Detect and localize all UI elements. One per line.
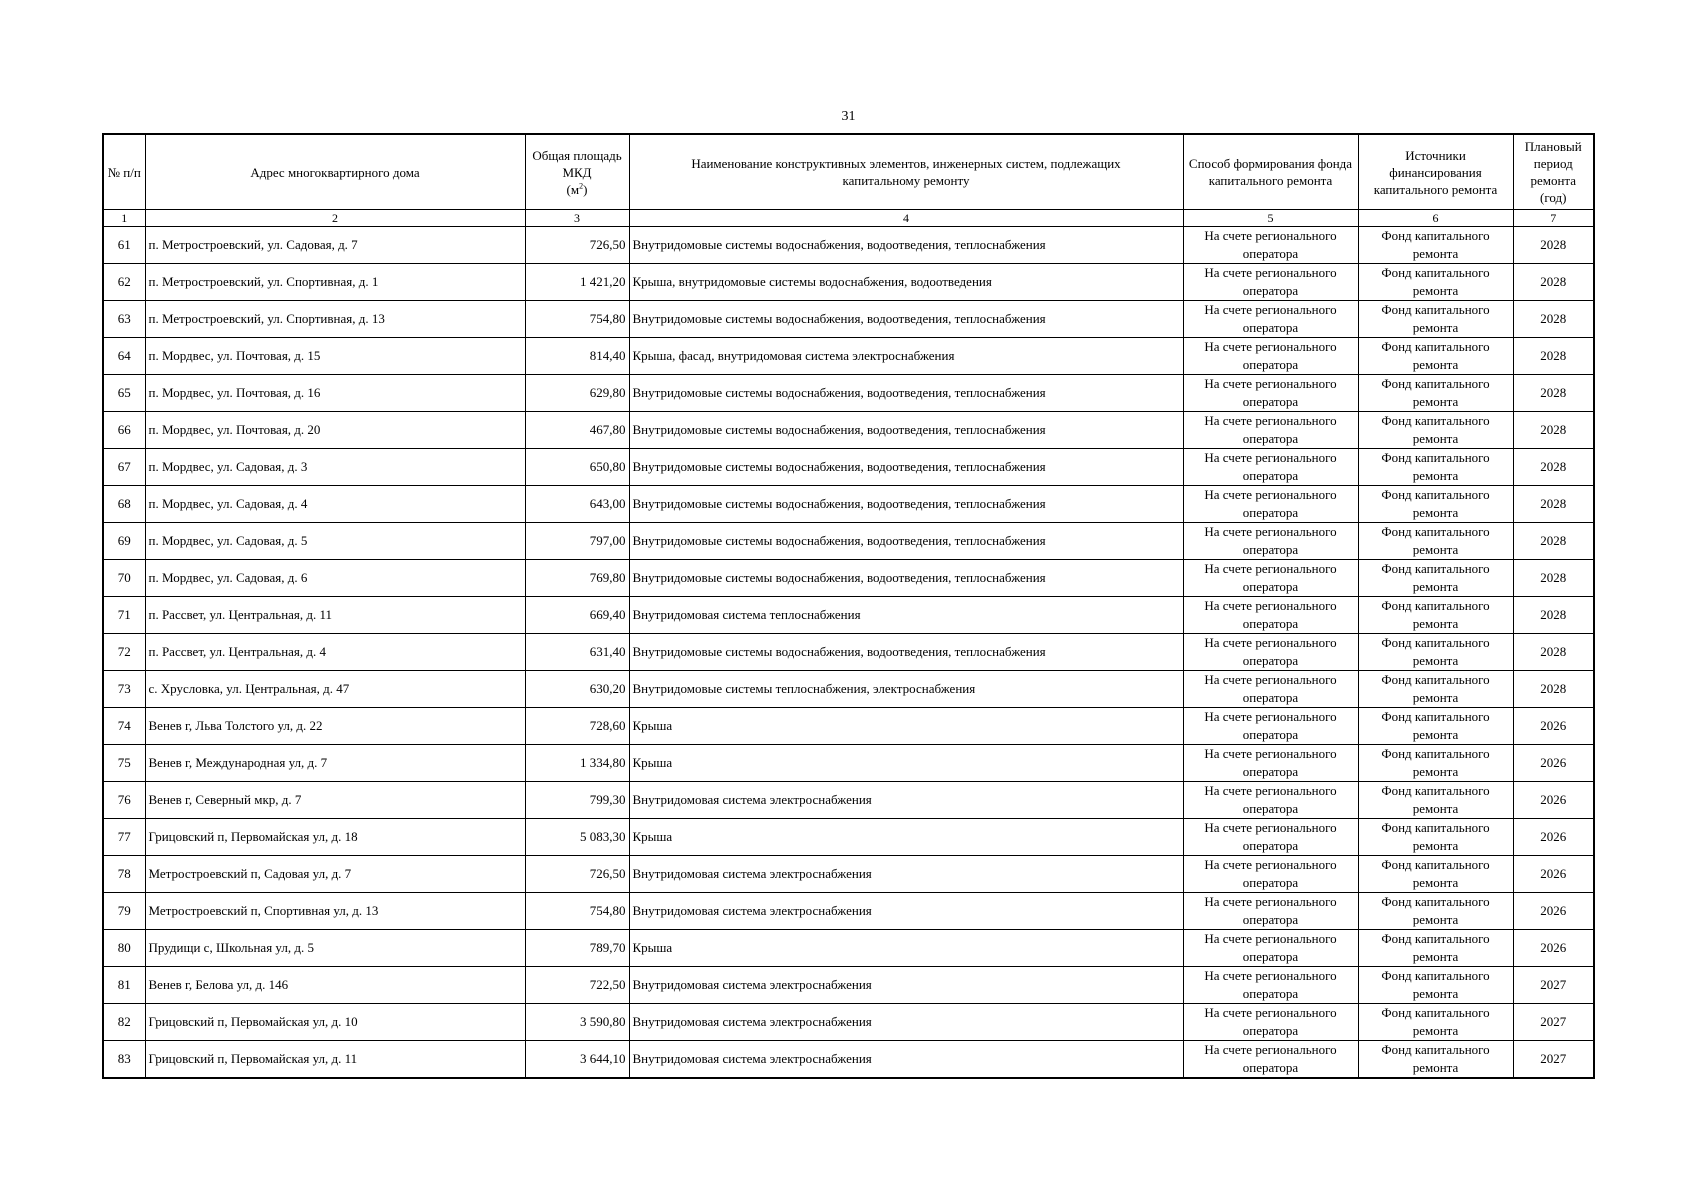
fund-line2: оператора <box>1242 246 1299 261</box>
row-address: п. Рассвет, ул. Центральная, д. 11 <box>145 597 525 634</box>
row-address: Венев г, Международная ул, д. 7 <box>145 745 525 782</box>
row-number: 61 <box>103 227 145 264</box>
row-elements: Крыша <box>629 819 1183 856</box>
row-area: 1 334,80 <box>525 745 629 782</box>
row-elements: Крыша <box>629 745 1183 782</box>
row-number: 81 <box>103 967 145 1004</box>
row-area: 3 590,80 <box>525 1004 629 1041</box>
row-fund-method <box>1183 930 1358 967</box>
source-line2: ремонта <box>1412 468 1459 483</box>
row-number: 64 <box>103 338 145 375</box>
row-number: 78 <box>103 856 145 893</box>
fund-line2: оператора <box>1242 505 1299 520</box>
row-funding-source <box>1358 671 1513 708</box>
column-number: 6 <box>1358 210 1513 227</box>
header-area-label: Общая площадь МКД <box>532 147 622 180</box>
fund-line1: На счете регионального <box>1204 635 1337 650</box>
row-area: 650,80 <box>525 449 629 486</box>
fund-line2: оператора <box>1242 283 1299 298</box>
header-row <box>103 134 1594 210</box>
column-number: 1 <box>103 210 145 227</box>
header-area <box>525 134 629 210</box>
fund-line1: На счете регионального <box>1204 228 1337 243</box>
source-line1: Фонд капитального <box>1381 746 1490 761</box>
row-fund-method <box>1183 523 1358 560</box>
row-elements: Крыша <box>629 708 1183 745</box>
row-address: Метростроевский п, Садовая ул, д. 7 <box>145 856 525 893</box>
row-year: 2028 <box>1513 634 1594 671</box>
table-body <box>103 227 1594 1079</box>
fund-line2: оператора <box>1242 542 1299 557</box>
row-fund-method <box>1183 486 1358 523</box>
source-line2: ремонта <box>1412 283 1459 298</box>
row-year: 2026 <box>1513 930 1594 967</box>
row-year: 2028 <box>1513 264 1594 301</box>
row-number: 74 <box>103 708 145 745</box>
row-fund-method <box>1183 338 1358 375</box>
fund-line2: оператора <box>1242 431 1299 446</box>
fund-line1: На счете регионального <box>1204 783 1337 798</box>
column-number: 3 <box>525 210 629 227</box>
fund-line1: На счете регионального <box>1204 894 1337 909</box>
row-address: Венев г, Льва Толстого ул, д. 22 <box>145 708 525 745</box>
table-row <box>103 264 1594 301</box>
source-line2: ремонта <box>1412 690 1459 705</box>
source-line1: Фонд капитального <box>1381 339 1490 354</box>
row-fund-method <box>1183 449 1358 486</box>
row-elements: Внутридомовые системы водоснабжения, водоотведения, теплоснабжения <box>629 560 1183 597</box>
row-year: 2028 <box>1513 412 1594 449</box>
table-row <box>103 338 1594 375</box>
table-row <box>103 819 1594 856</box>
row-fund-method <box>1183 227 1358 264</box>
source-line1: Фонд капитального <box>1381 561 1490 576</box>
fund-line1: На счете регионального <box>1204 931 1337 946</box>
row-elements: Внутридомовая система электроснабжения <box>629 856 1183 893</box>
row-fund-method <box>1183 597 1358 634</box>
row-fund-method <box>1183 375 1358 412</box>
fund-line2: оператора <box>1242 875 1299 890</box>
row-address: п. Мордвес, ул. Садовая, д. 4 <box>145 486 525 523</box>
row-year: 2028 <box>1513 486 1594 523</box>
capital-repair-table <box>102 133 1595 1079</box>
row-year: 2026 <box>1513 893 1594 930</box>
fund-line1: На счете регионального <box>1204 450 1337 465</box>
row-year: 2026 <box>1513 745 1594 782</box>
row-address: п. Мордвес, ул. Садовая, д. 6 <box>145 560 525 597</box>
fund-line2: оператора <box>1242 357 1299 372</box>
row-year: 2028 <box>1513 597 1594 634</box>
table-row <box>103 1004 1594 1041</box>
row-area: 726,50 <box>525 856 629 893</box>
row-number: 79 <box>103 893 145 930</box>
source-line2: ремонта <box>1412 875 1459 890</box>
fund-line1: На счете регионального <box>1204 672 1337 687</box>
row-area: 726,50 <box>525 227 629 264</box>
table-row <box>103 671 1594 708</box>
row-address: Венев г, Белова ул, д. 146 <box>145 967 525 1004</box>
row-number: 66 <box>103 412 145 449</box>
table-row <box>103 745 1594 782</box>
table-row <box>103 634 1594 671</box>
source-line1: Фонд капитального <box>1381 302 1490 317</box>
row-funding-source <box>1358 1041 1513 1079</box>
source-line2: ремонта <box>1412 986 1459 1001</box>
row-elements: Внутридомовая система теплоснабжения <box>629 597 1183 634</box>
row-funding-source <box>1358 227 1513 264</box>
row-funding-source <box>1358 856 1513 893</box>
row-elements: Внутридомовая система электроснабжения <box>629 1004 1183 1041</box>
row-year: 2026 <box>1513 708 1594 745</box>
row-address: Метростроевский п, Спортивная ул, д. 13 <box>145 893 525 930</box>
source-line1: Фонд капитального <box>1381 931 1490 946</box>
row-year: 2026 <box>1513 819 1594 856</box>
row-number: 67 <box>103 449 145 486</box>
row-funding-source <box>1358 301 1513 338</box>
fund-line1: На счете регионального <box>1204 339 1337 354</box>
source-line2: ремонта <box>1412 653 1459 668</box>
row-address: с. Хрусловка, ул. Центральная, д. 47 <box>145 671 525 708</box>
table-row <box>103 301 1594 338</box>
row-fund-method <box>1183 264 1358 301</box>
source-line1: Фонд капитального <box>1381 1005 1490 1020</box>
column-number: 7 <box>1513 210 1594 227</box>
row-number: 75 <box>103 745 145 782</box>
source-line2: ремонта <box>1412 1060 1459 1075</box>
source-line2: ремонта <box>1412 394 1459 409</box>
table-row <box>103 893 1594 930</box>
row-number: 68 <box>103 486 145 523</box>
fund-line1: На счете регионального <box>1204 1005 1337 1020</box>
row-number: 62 <box>103 264 145 301</box>
row-elements: Внутридомовые системы водоснабжения, водоотведения, теплоснабжения <box>629 634 1183 671</box>
table-row <box>103 856 1594 893</box>
row-elements: Крыша <box>629 930 1183 967</box>
source-line1: Фонд капитального <box>1381 487 1490 502</box>
source-line1: Фонд капитального <box>1381 413 1490 428</box>
source-line2: ремонта <box>1412 505 1459 520</box>
column-number: 4 <box>629 210 1183 227</box>
row-funding-source <box>1358 523 1513 560</box>
row-elements: Крыша, внутридомовые системы водоснабжения, водоотведения <box>629 264 1183 301</box>
source-line2: ремонта <box>1412 912 1459 927</box>
fund-line1: На счете регионального <box>1204 746 1337 761</box>
fund-line2: оператора <box>1242 653 1299 668</box>
row-funding-source <box>1358 1004 1513 1041</box>
row-number: 65 <box>103 375 145 412</box>
row-number: 71 <box>103 597 145 634</box>
row-area: 1 421,20 <box>525 264 629 301</box>
source-line1: Фонд капитального <box>1381 968 1490 983</box>
row-year: 2028 <box>1513 301 1594 338</box>
row-fund-method <box>1183 893 1358 930</box>
fund-line1: На счете регионального <box>1204 968 1337 983</box>
row-elements: Внутридомовые системы водоснабжения, водоотведения, теплоснабжения <box>629 523 1183 560</box>
row-address: п. Метростроевский, ул. Спортивная, д. 13 <box>145 301 525 338</box>
row-address: Грицовский п, Первомайская ул, д. 11 <box>145 1041 525 1079</box>
row-funding-source <box>1358 819 1513 856</box>
row-area: 630,20 <box>525 671 629 708</box>
row-year: 2028 <box>1513 449 1594 486</box>
row-funding-source <box>1358 708 1513 745</box>
row-number: 73 <box>103 671 145 708</box>
row-elements: Внутридомовая система электроснабжения <box>629 1041 1183 1079</box>
source-line1: Фонд капитального <box>1381 1042 1490 1057</box>
row-year: 2027 <box>1513 1004 1594 1041</box>
row-funding-source <box>1358 560 1513 597</box>
fund-line2: оператора <box>1242 468 1299 483</box>
row-elements: Внутридомовые системы водоснабжения, водоотведения, теплоснабжения <box>629 227 1183 264</box>
header-source: Источники финансирования капитального ремонта <box>1358 134 1513 210</box>
row-number: 77 <box>103 819 145 856</box>
row-funding-source <box>1358 967 1513 1004</box>
row-fund-method <box>1183 856 1358 893</box>
row-elements: Внутридомовые системы водоснабжения, водоотведения, теплоснабжения <box>629 375 1183 412</box>
source-line1: Фонд капитального <box>1381 857 1490 872</box>
column-number-row <box>103 210 1594 227</box>
source-line2: ремонта <box>1412 579 1459 594</box>
row-number: 69 <box>103 523 145 560</box>
row-funding-source <box>1358 782 1513 819</box>
header-elements: Наименование конструктивных элементов, инженерных систем, подлежащих капитальному ремонту <box>629 134 1183 210</box>
header-area-unit: $(м^2)$ <box>566 181 588 197</box>
row-area: 769,80 <box>525 560 629 597</box>
fund-line2: оператора <box>1242 579 1299 594</box>
row-funding-source <box>1358 634 1513 671</box>
header-period: Плановый период ремонта (год) <box>1513 134 1594 210</box>
row-elements: Внутридомовая система электроснабжения <box>629 782 1183 819</box>
row-address: п. Мордвес, ул. Садовая, д. 5 <box>145 523 525 560</box>
fund-line1: На счете регионального <box>1204 857 1337 872</box>
source-line1: Фонд капитального <box>1381 635 1490 650</box>
table-row <box>103 523 1594 560</box>
row-area: 669,40 <box>525 597 629 634</box>
fund-line2: оператора <box>1242 801 1299 816</box>
source-line2: ремонта <box>1412 764 1459 779</box>
row-area: 799,30 <box>525 782 629 819</box>
row-funding-source <box>1358 745 1513 782</box>
row-elements: Внутридомовые системы водоснабжения, водоотведения, теплоснабжения <box>629 412 1183 449</box>
row-area: 5 083,30 <box>525 819 629 856</box>
source-line2: ремонта <box>1412 357 1459 372</box>
row-area: 754,80 <box>525 301 629 338</box>
row-number: 70 <box>103 560 145 597</box>
fund-line1: На счете регионального <box>1204 524 1337 539</box>
source-line1: Фонд капитального <box>1381 524 1490 539</box>
row-area: 467,80 <box>525 412 629 449</box>
row-funding-source <box>1358 449 1513 486</box>
table-row <box>103 412 1594 449</box>
row-funding-source <box>1358 597 1513 634</box>
row-funding-source <box>1358 338 1513 375</box>
fund-line1: На счете регионального <box>1204 413 1337 428</box>
row-address: п. Мордвес, ул. Почтовая, д. 20 <box>145 412 525 449</box>
row-area: 728,60 <box>525 708 629 745</box>
row-fund-method <box>1183 745 1358 782</box>
row-year: 2028 <box>1513 338 1594 375</box>
row-year: 2028 <box>1513 671 1594 708</box>
row-fund-method <box>1183 708 1358 745</box>
row-fund-method <box>1183 634 1358 671</box>
table-row <box>103 486 1594 523</box>
row-area: 629,80 <box>525 375 629 412</box>
row-elements: Внутридомовые системы водоснабжения, водоотведения, теплоснабжения <box>629 449 1183 486</box>
source-line2: ремонта <box>1412 838 1459 853</box>
row-year: 2026 <box>1513 782 1594 819</box>
row-area: 797,00 <box>525 523 629 560</box>
source-line2: ремонта <box>1412 616 1459 631</box>
row-elements: Внутридомовая система электроснабжения <box>629 893 1183 930</box>
fund-line1: На счете регионального <box>1204 820 1337 835</box>
table-row <box>103 1041 1594 1079</box>
row-address: Венев г, Северный мкр, д. 7 <box>145 782 525 819</box>
row-fund-method <box>1183 1041 1358 1079</box>
row-fund-method <box>1183 967 1358 1004</box>
source-line2: ремонта <box>1412 801 1459 816</box>
row-elements: Внутридомовые системы водоснабжения, водоотведения, теплоснабжения <box>629 301 1183 338</box>
source-line1: Фонд капитального <box>1381 709 1490 724</box>
fund-line1: На счете регионального <box>1204 1042 1337 1057</box>
row-funding-source <box>1358 412 1513 449</box>
row-fund-method <box>1183 412 1358 449</box>
row-address: п. Мордвес, ул. Почтовая, д. 16 <box>145 375 525 412</box>
row-area: 722,50 <box>525 967 629 1004</box>
row-number: 80 <box>103 930 145 967</box>
row-area: 631,40 <box>525 634 629 671</box>
fund-line2: оператора <box>1242 320 1299 335</box>
fund-line2: оператора <box>1242 616 1299 631</box>
row-elements: Внутридомовая система электроснабжения <box>629 967 1183 1004</box>
row-fund-method <box>1183 560 1358 597</box>
source-line2: ремонта <box>1412 431 1459 446</box>
row-funding-source <box>1358 930 1513 967</box>
table-row <box>103 597 1594 634</box>
row-address: п. Мордвес, ул. Почтовая, д. 15 <box>145 338 525 375</box>
source-line2: ремонта <box>1412 320 1459 335</box>
source-line1: Фонд капитального <box>1381 228 1490 243</box>
table-row <box>103 560 1594 597</box>
row-year: 2028 <box>1513 227 1594 264</box>
row-number: 82 <box>103 1004 145 1041</box>
source-line1: Фонд капитального <box>1381 450 1490 465</box>
fund-line1: На счете регионального <box>1204 376 1337 391</box>
row-area: 814,40 <box>525 338 629 375</box>
row-area: 789,70 <box>525 930 629 967</box>
fund-line2: оператора <box>1242 394 1299 409</box>
table-row <box>103 708 1594 745</box>
source-line1: Фонд капитального <box>1381 820 1490 835</box>
fund-line1: На счете регионального <box>1204 561 1337 576</box>
row-year: 2027 <box>1513 967 1594 1004</box>
row-fund-method <box>1183 671 1358 708</box>
row-area: 754,80 <box>525 893 629 930</box>
header-address: Адрес многоквартирного дома <box>145 134 525 210</box>
row-year: 2028 <box>1513 375 1594 412</box>
source-line1: Фонд капитального <box>1381 894 1490 909</box>
row-funding-source <box>1358 486 1513 523</box>
source-line2: ремонта <box>1412 1023 1459 1038</box>
fund-line2: оператора <box>1242 1060 1299 1075</box>
row-number: 63 <box>103 301 145 338</box>
source-line2: ремонта <box>1412 542 1459 557</box>
fund-line1: На счете регионального <box>1204 598 1337 613</box>
fund-line1: На счете регионального <box>1204 487 1337 502</box>
row-elements: Крыша, фасад, внутридомовая система электроснабжения <box>629 338 1183 375</box>
table-row <box>103 930 1594 967</box>
row-address: п. Рассвет, ул. Центральная, д. 4 <box>145 634 525 671</box>
page-number: 31 <box>841 109 856 124</box>
row-elements: Внутридомовые системы теплоснабжения, электроснабжения <box>629 671 1183 708</box>
header-fund: Способ формирования фонда капитального ремонта <box>1183 134 1358 210</box>
row-address: п. Метростроевский, ул. Спортивная, д. 1 <box>145 264 525 301</box>
fund-line2: оператора <box>1242 1023 1299 1038</box>
source-line2: ремонта <box>1412 727 1459 742</box>
table-row <box>103 375 1594 412</box>
column-number: 5 <box>1183 210 1358 227</box>
source-line2: ремонта <box>1412 246 1459 261</box>
fund-line1: На счете регионального <box>1204 709 1337 724</box>
header-num: № п/п <box>103 134 145 210</box>
fund-line2: оператора <box>1242 764 1299 779</box>
row-funding-source <box>1358 375 1513 412</box>
source-line1: Фонд капитального <box>1381 672 1490 687</box>
row-funding-source <box>1358 893 1513 930</box>
row-number: 76 <box>103 782 145 819</box>
row-number: 83 <box>103 1041 145 1079</box>
fund-line2: оператора <box>1242 727 1299 742</box>
row-elements: Внутридомовые системы водоснабжения, водоотведения, теплоснабжения <box>629 486 1183 523</box>
row-area: 643,00 <box>525 486 629 523</box>
row-address: Грицовский п, Первомайская ул, д. 18 <box>145 819 525 856</box>
fund-line1: На счете регионального <box>1204 265 1337 280</box>
row-address: Прудищи с, Школьная ул, д. 5 <box>145 930 525 967</box>
row-fund-method <box>1183 301 1358 338</box>
fund-line2: оператора <box>1242 986 1299 1001</box>
row-area: 3 644,10 <box>525 1041 629 1079</box>
table-row <box>103 782 1594 819</box>
row-address: п. Метростроевский, ул. Садовая, д. 7 <box>145 227 525 264</box>
source-line1: Фонд капитального <box>1381 783 1490 798</box>
fund-line2: оператора <box>1242 912 1299 927</box>
source-line1: Фонд капитального <box>1381 598 1490 613</box>
fund-line2: оператора <box>1242 690 1299 705</box>
source-line2: ремонта <box>1412 949 1459 964</box>
row-funding-source <box>1358 264 1513 301</box>
row-year: 2027 <box>1513 1041 1594 1079</box>
row-number: 72 <box>103 634 145 671</box>
row-year: 2028 <box>1513 523 1594 560</box>
table-row <box>103 449 1594 486</box>
row-year: 2028 <box>1513 560 1594 597</box>
source-line1: Фонд капитального <box>1381 265 1490 280</box>
row-fund-method <box>1183 782 1358 819</box>
table-row <box>103 227 1594 264</box>
fund-line2: оператора <box>1242 838 1299 853</box>
table-row <box>103 967 1594 1004</box>
row-address: п. Мордвес, ул. Садовая, д. 3 <box>145 449 525 486</box>
fund-line1: На счете регионального <box>1204 302 1337 317</box>
row-address: Грицовский п, Первомайская ул, д. 10 <box>145 1004 525 1041</box>
row-year: 2026 <box>1513 856 1594 893</box>
fund-line2: оператора <box>1242 949 1299 964</box>
column-number: 2 <box>145 210 525 227</box>
row-fund-method <box>1183 819 1358 856</box>
source-line1: Фонд капитального <box>1381 376 1490 391</box>
row-fund-method <box>1183 1004 1358 1041</box>
